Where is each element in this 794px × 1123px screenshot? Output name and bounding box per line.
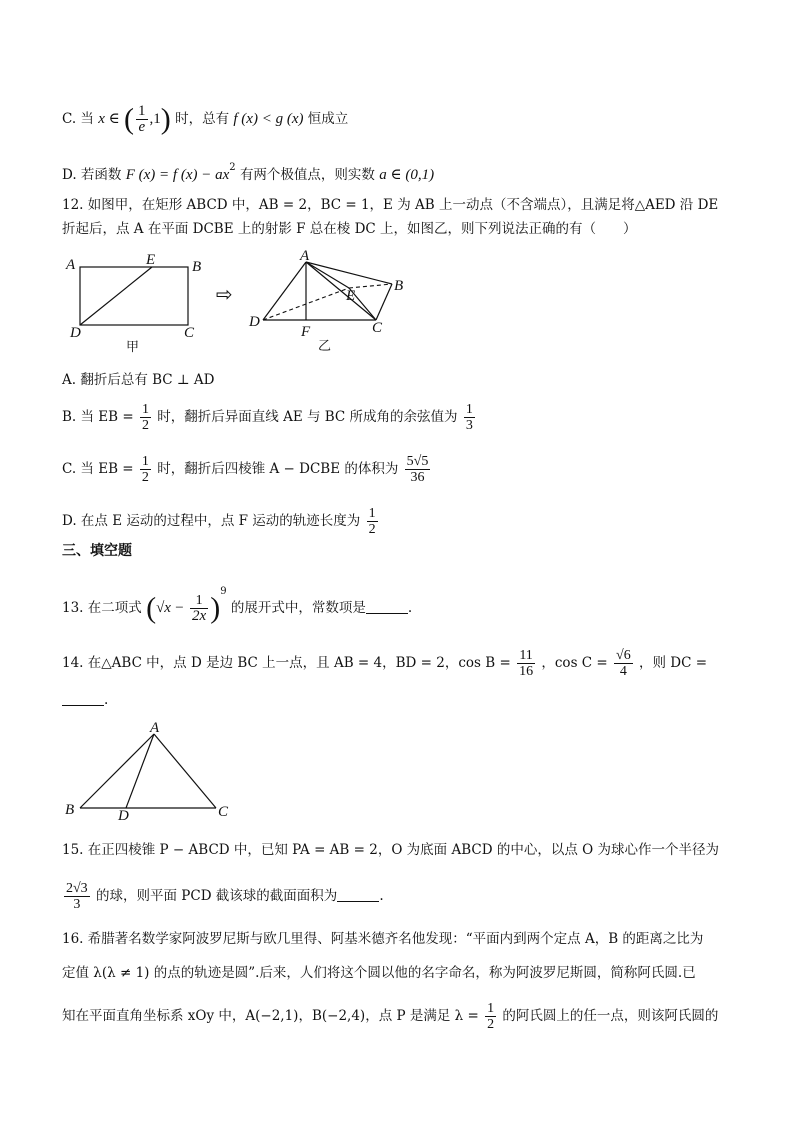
label-a: A [150, 720, 160, 736]
label-f: F [301, 324, 311, 340]
label-c: C [372, 320, 383, 336]
q15-line2: $\frac{2√3}{3}$ 的球，则平面 PCD 截该球的截面面积为 . [66, 881, 384, 912]
answer-blank[interactable] [366, 601, 408, 614]
q14-answer: . [62, 690, 108, 710]
q14: 14. 在△ABC 中，点 D 是边 BC 上一点，且 AB = 4，BD = 2，cos B = $\frac{11}{16}$ ，cos C = $\frac{√6}{4}$ ，则 DC = [62, 648, 708, 679]
q16-line3: 知在平面直角坐标系 xOy 中，A(−2,1)，B(−2,4)，点 P 是满足 λ = $\frac{1}{2}$ 的阿氏圆上的任一点，则该阿氏圆的 [62, 1001, 719, 1032]
q12-stem-line1: 12. 如图甲，在矩形 ABCD 中，AB = 2，BC = 1，E 为 AB 上一动点（不含端点），且满足将△AED 沿 DE [62, 197, 719, 213]
label-a: A [66, 257, 76, 273]
answer-blank[interactable] [62, 693, 104, 706]
fraction: $\frac{1}{2}$ [368, 506, 376, 537]
figure-jia [60, 252, 210, 355]
fold-arrow: ⇨ [216, 282, 233, 306]
q15-line1: 15. 在正四棱锥 P − ABCD 中，已知 PA = AB = 2，O 为底面 ABCD 的中心，以点 O 为球心作一个半径为 [62, 842, 719, 858]
q11-option-d: D. 若函数 F (x) = f $(x) - ax^2$ 有两个极值点，则实数 a ∈ (0,1) [62, 162, 435, 183]
label-e: E [146, 252, 156, 268]
fraction: $\frac{2√3}{3}$ [66, 881, 88, 912]
label-b: B [192, 259, 202, 275]
fraction: $\frac{1}{3}$ [465, 402, 473, 433]
label-d: D [249, 314, 260, 330]
label-a: A [300, 248, 310, 264]
fraction: $\frac{5√5}{36}$ [406, 454, 429, 485]
q12-option-c: C. 当 EB = $\frac{1}{2}$ 时，翻折后四棱锥 A − DCBE 的体积为 $\frac{5√5}{36}$ [62, 454, 429, 485]
label-d: D [118, 808, 129, 824]
q13: 13. 在二项式 (√x − $\frac{1}{2x}$ )$^9$ 的展开式中，常数项是 . [62, 586, 413, 625]
label-d: D [70, 325, 81, 341]
q16-line2: 定值 λ(λ ≠ 1) 的点的轨迹是圆”.后来，人们将这个圆以他的名字命名，称为阿波罗尼斯圆，简称阿氏圆.已 [62, 965, 696, 981]
fraction: $\frac{√6}{4}$ [616, 648, 631, 679]
q12-option-b: B. 当 EB = $\frac{1}{2}$ 时，翻折后异面直线 AE 与 BC 所成角的余弦值为 $\frac{1}{3}$ [62, 402, 473, 433]
label-c: C [218, 804, 229, 820]
fraction: $\frac{1}{2}$ [487, 1001, 495, 1032]
fraction: $\frac{1}{2}$ [141, 402, 149, 433]
label-b: B [65, 802, 75, 818]
q12-option-a: A. 翻折后总有 BC ⊥ AD [62, 372, 215, 388]
fraction: $\frac{1}{2}$ [141, 454, 149, 485]
fraction: $\frac{11}{16}$ [519, 648, 534, 679]
caption-jia: 甲 [126, 340, 140, 355]
label-c: C [184, 325, 195, 341]
q12-stem-line2: 折起后，点 A 在平面 DCBE 上的射影 F 总在棱 DC 上，如图乙，则下列说法正确的有（ ） [62, 221, 637, 237]
figure-yi [246, 248, 416, 356]
q16-line1: 16. 希腊著名数学家阿波罗尼斯与欧几里得、阿基米德齐名他发现：“平面内到两个定点 A，B 的距离之比为 [62, 931, 704, 947]
figure-triangle [62, 722, 242, 822]
label-e: E [346, 288, 356, 304]
section-heading: 三、填空题 [62, 543, 132, 559]
fraction: $\frac{1}{2x}$ [192, 593, 207, 624]
fraction: $\frac{1}{e}$ [138, 103, 146, 135]
label-b: B [394, 278, 404, 294]
q12-option-d: D. 在点 E 运动的过程中，点 F 运动的轨迹长度为 $\frac{1}{2}$ [62, 506, 376, 537]
q11-option-c: C. 当 x ∈ ( $\frac{1}{e}$ ,1) 时，总有 f (x) < g (x) 恒成立 [62, 102, 349, 136]
caption-yi: 乙 [318, 339, 332, 354]
answer-blank[interactable] [337, 889, 379, 902]
